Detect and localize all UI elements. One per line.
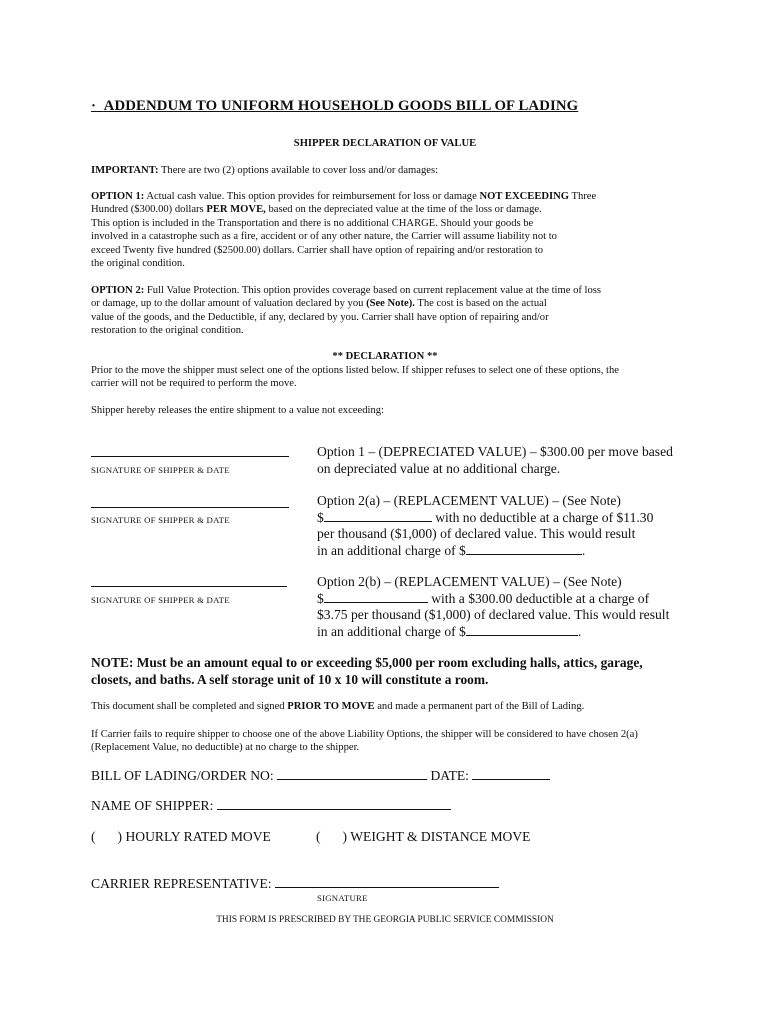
- option2b-amount-blank[interactable]: [324, 591, 428, 603]
- hourly-checkbox[interactable]: (: [91, 829, 96, 844]
- declaration-text: carrier will not be required to perform the move.: [91, 378, 297, 390]
- option1-emphasis: NOT EXCEEDING: [479, 191, 570, 202]
- option2-emphasis: (See Note).: [366, 298, 415, 310]
- important-text: There are two (2) options available to cover loss and/or damages:: [158, 165, 439, 176]
- option2a-charge-blank[interactable]: [466, 543, 582, 555]
- bol-row: [91, 768, 550, 785]
- carrier-rep-label: CARRIER REPRESENTATIVE:: [91, 876, 272, 891]
- declaration-heading: ** DECLARATION **: [332, 351, 438, 362]
- option1-text: Hundred ($300.00) dollars: [91, 204, 207, 216]
- option2-text: Full Value Protection. This option provides coverage based on current replacement value at the time of loss: [144, 285, 602, 296]
- option2-paragraph: [91, 284, 691, 338]
- option2a-desc-text: in an additional charge of $: [317, 542, 466, 558]
- option1-desc-text: Option 1 – (DEPRECIATED VALUE) – $300.00 per move based: [317, 444, 673, 459]
- complete-emphasis: PRIOR TO MOVE: [287, 701, 375, 712]
- option2-text: The cost is based on the actual: [414, 298, 547, 310]
- option2a-signature-label: SIGNATURE OF SHIPPER & DATE: [91, 515, 230, 525]
- option2b-desc-text: in an additional charge of $: [317, 623, 466, 639]
- signature-caption: SIGNATURE: [317, 893, 368, 903]
- complete-text: This document shall be completed and signed: [91, 701, 288, 712]
- option1-text: exceed Twenty five hundred ($2500.00) dollars. Carrier shall have option of repairing and/or restoration to: [91, 244, 544, 256]
- option2-label: OPTION 2:: [91, 285, 145, 296]
- carrier-rep-signature-field[interactable]: [275, 876, 499, 888]
- option1-description: [317, 444, 737, 477]
- option1-text: This option is included in the Transportation and there is no additional CHARGE. Should your goods be: [91, 217, 534, 229]
- page-title: [91, 98, 578, 115]
- option2b-charge-blank[interactable]: [466, 624, 578, 636]
- release-statement: Shipper hereby releases the entire shipment to a value not exceeding:: [91, 405, 384, 416]
- option2a-desc-text: $: [317, 509, 324, 525]
- option2-text: value of the goods, and the Deductible, if any, declared by you. Carrier shall have option of repairing and/or: [91, 311, 549, 323]
- bol-number-field[interactable]: [277, 768, 427, 780]
- option2a-amount-blank[interactable]: [324, 510, 432, 522]
- option2a-desc-text: .: [581, 542, 586, 558]
- hourly-label: ) HOURLY RATED MOVE: [117, 829, 271, 844]
- note-block: [91, 655, 711, 688]
- option2a-desc-text: with no deductible at a charge of $11.30: [431, 509, 654, 525]
- option2b-desc-text: $3.75 per thousand ($1,000) of declared value. This would result: [317, 607, 670, 622]
- option1-emphasis: PER MOVE,: [206, 204, 266, 216]
- carrier-fail-paragraph: [91, 728, 711, 755]
- carrier-rep-row: [91, 876, 499, 893]
- option2a-signature-line[interactable]: [91, 507, 289, 508]
- bol-label: BILL OF LADING/ORDER NO:: [91, 768, 274, 783]
- shipper-name-field[interactable]: [217, 798, 451, 810]
- option2a-desc-text: per thousand ($1,000) of declared value. This would result: [317, 526, 636, 541]
- option1-text: involved in a catastrophe such as a fire, accident or of any other nature, the Carrier will assume liability not to: [91, 231, 557, 243]
- weight-checkbox[interactable]: (: [316, 829, 321, 844]
- note-text: closets, and baths. A self storage unit of 10 x 10 will constitute a room.: [91, 671, 489, 687]
- option1-label: OPTION 1:: [91, 191, 145, 202]
- option1-text: based on the depreciated value at the time of the loss or damage.: [265, 204, 542, 216]
- option2a-desc-text: Option 2(a) – (REPLACEMENT VALUE) – (See Note): [317, 493, 621, 508]
- note-text: NOTE: Must be an amount equal to or exceeding $5,000 per room excluding halls, attics, garage,: [91, 655, 643, 670]
- title-bullet: ·: [91, 98, 97, 114]
- option2b-description: [317, 574, 737, 640]
- weight-move-option[interactable]: [316, 829, 530, 846]
- option2-text: restoration to the original condition.: [91, 325, 244, 337]
- title-text: ADDENDUM TO UNIFORM HOUSEHOLD GOODS BILL OF LADING: [103, 98, 579, 114]
- weight-label: ) WEIGHT & DISTANCE MOVE: [342, 829, 531, 844]
- carrier-fail-text: (Replacement Value, no deductible) at no charge to the shipper.: [91, 742, 360, 754]
- option1-paragraph: [91, 190, 691, 270]
- option2b-signature-label: SIGNATURE OF SHIPPER & DATE: [91, 595, 230, 605]
- option2a-description: [317, 493, 737, 559]
- important-label: IMPORTANT:: [91, 165, 159, 176]
- option2b-desc-text: .: [577, 623, 582, 639]
- footer-text: THIS FORM IS PRESCRIBED BY THE GEORGIA PUBLIC SERVICE COMMISSION: [216, 915, 554, 925]
- date-field[interactable]: [472, 768, 550, 780]
- option1-signature-label: SIGNATURE OF SHIPPER & DATE: [91, 465, 230, 475]
- option1-text: Three: [569, 191, 597, 202]
- option2b-desc-text: $: [317, 590, 324, 606]
- option2-text: or damage, up to the dollar amount of valuation declared by you: [91, 298, 367, 310]
- option1-desc-text: on depreciated value at no additional charge.: [317, 460, 561, 476]
- option2b-desc-text: with a $300.00 deductible at a charge of: [427, 590, 650, 606]
- complete-text: and made a permanent part of the Bill of Lading.: [374, 701, 585, 712]
- option2b-signature-line[interactable]: [91, 586, 287, 587]
- subtitle: SHIPPER DECLARATION OF VALUE: [293, 138, 477, 149]
- option1-text: Actual cash value. This option provides for reimbursement for loss or damage: [144, 191, 480, 202]
- option1-text: the original condition.: [91, 258, 185, 270]
- hourly-move-option[interactable]: [91, 829, 271, 846]
- carrier-fail-text: If Carrier fails to require shipper to choose one of the above Liability Options, the shipper will be considered to have chosen 2(a): [91, 729, 638, 740]
- declaration-paragraph: [91, 364, 691, 391]
- shipper-label: NAME OF SHIPPER:: [91, 798, 214, 813]
- shipper-row: [91, 798, 451, 815]
- date-label: DATE:: [430, 768, 469, 783]
- important-paragraph: [91, 164, 438, 177]
- complete-statement: [91, 700, 584, 713]
- declaration-text: Prior to the move the shipper must select one of the options listed below. If shipper refuses to select one of these options, the: [91, 365, 620, 376]
- option1-signature-line[interactable]: [91, 456, 289, 457]
- option2b-desc-text: Option 2(b) – (REPLACEMENT VALUE) – (See Note): [317, 574, 622, 589]
